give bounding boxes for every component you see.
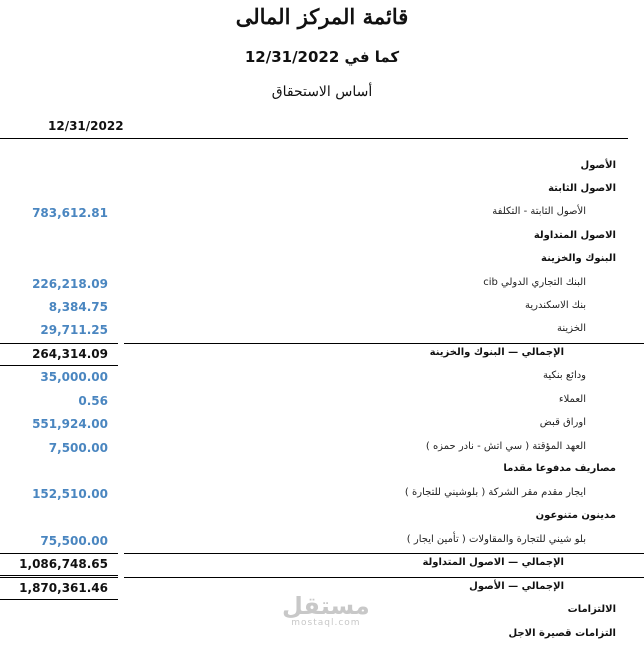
total-row	[0, 347, 644, 365]
line-item-row	[0, 206, 644, 224]
line-item-row	[0, 417, 644, 435]
row-label: الاصول المتداولة	[533, 230, 616, 241]
row-value: 226,218.09	[32, 277, 108, 291]
row-label: البنك التجاري الدولي cib	[483, 277, 586, 288]
line-item-row	[0, 323, 644, 341]
row-value: 551,924.00	[32, 417, 108, 431]
column-header-date: 12/31/2022	[48, 119, 124, 133]
row-label: التزامات قصيرة الاجل	[508, 628, 616, 639]
line-item-row	[0, 394, 644, 412]
total-rule	[0, 553, 118, 554]
row-label: ايجار مقدم مقر الشركة ( بلوشيني للتجارة )	[404, 487, 586, 498]
total-rule	[0, 599, 118, 600]
section-header-row	[0, 183, 644, 201]
row-label: الأصول	[580, 160, 616, 171]
line-item-row	[0, 370, 644, 388]
row-value: 75,500.00	[40, 534, 108, 548]
watermark-logo	[282, 594, 370, 628]
row-label: اوراق قبض	[539, 417, 586, 428]
total-rule	[0, 575, 118, 576]
row-label: بلو شيني للتجارة والمقاولات ( تأمين ايجار )	[406, 534, 586, 545]
header-divider	[0, 138, 628, 139]
section-header-row	[0, 160, 644, 178]
row-label: الأصول الثابتة - التكلفة	[492, 206, 586, 217]
total-rule	[0, 577, 118, 578]
row-value: 29,711.25	[40, 323, 108, 337]
row-value: 1,870,361.46	[19, 581, 108, 595]
watermark-url: mostaql.com	[291, 618, 361, 628]
row-label: مصاريف مدفوعا مقدما	[503, 463, 616, 474]
row-value: 152,510.00	[32, 487, 108, 501]
watermark-main-text: مستقل	[282, 592, 370, 620]
row-label: مدينون متنوعون	[535, 510, 616, 521]
row-value: 0.56	[78, 394, 108, 408]
row-label: الاصول الثابتة	[548, 183, 616, 194]
row-label: الخزينة	[557, 323, 586, 334]
statement-title: قائمة المركز المالى	[235, 4, 409, 29]
section-header-row	[0, 230, 644, 248]
row-label: الإجمالي — الأصول	[469, 581, 564, 592]
total-rule	[124, 553, 644, 554]
row-value: 264,314.09	[32, 347, 108, 361]
accounting-basis: أساس الاستحقاق	[271, 84, 373, 100]
section-header-row	[0, 510, 644, 528]
total-row	[0, 557, 644, 575]
section-header-row	[0, 253, 644, 271]
section-header-row	[0, 463, 644, 481]
row-label: العملاء	[558, 394, 586, 405]
statement-date: كما في 12/31/2022	[244, 48, 400, 66]
row-value: 1,086,748.65	[19, 557, 108, 571]
row-value: 7,500.00	[48, 441, 108, 455]
row-label: البنوك والخزينة	[541, 253, 616, 264]
total-rule	[124, 343, 644, 344]
row-value: 783,612.81	[32, 206, 108, 220]
total-rule	[0, 343, 118, 344]
row-value: 35,000.00	[40, 370, 108, 384]
line-item-row	[0, 300, 644, 318]
line-item-row	[0, 534, 644, 552]
row-label: الإجمالي — البنوك والخزينة	[429, 347, 564, 358]
line-item-row	[0, 277, 644, 295]
row-label: الإجمالي — الاصول المتداولة	[422, 557, 564, 568]
total-rule	[124, 577, 644, 578]
row-label: ودائع بنكية	[542, 370, 586, 381]
total-rule	[0, 365, 118, 366]
row-value: 8,384.75	[48, 300, 108, 314]
row-label: بنك الاسكندرية	[524, 300, 586, 311]
section-header-row	[0, 628, 644, 646]
row-label: العهد المؤقتة ( سي اتش - نادر حمزه )	[425, 441, 586, 452]
line-item-row	[0, 487, 644, 505]
line-item-row	[0, 441, 644, 459]
row-label: الالتزامات	[567, 604, 616, 615]
